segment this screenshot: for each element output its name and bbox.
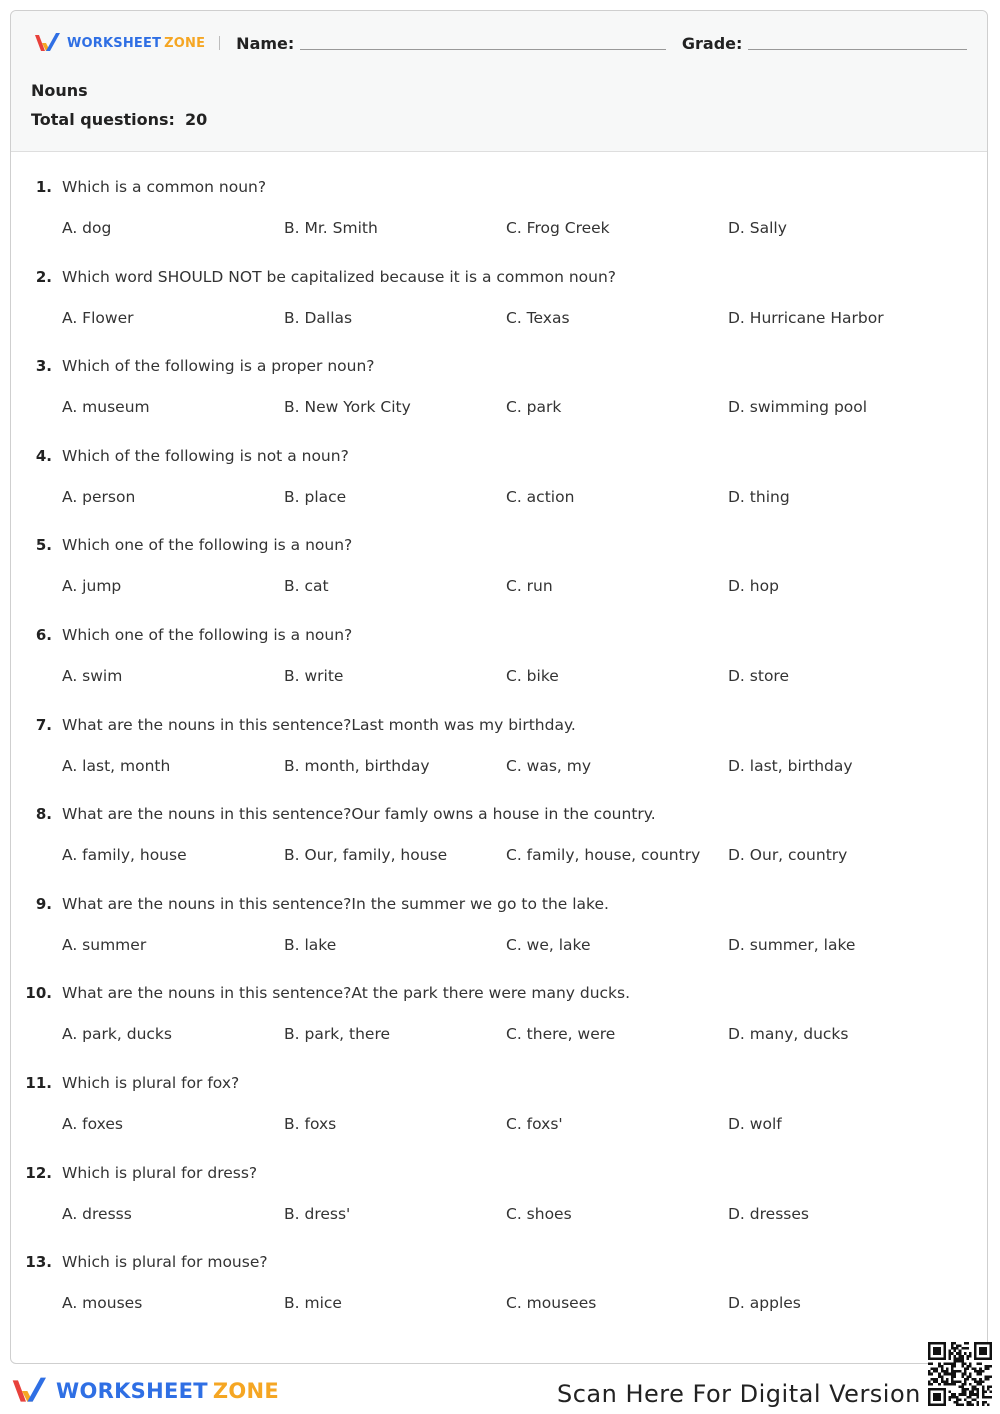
question-number: 2. bbox=[35, 267, 52, 286]
question-number: 7. bbox=[35, 715, 52, 734]
answer-option-d[interactable]: D. summer, lake bbox=[728, 935, 856, 954]
answer-option-a[interactable]: A. summer bbox=[62, 935, 147, 954]
answer-options bbox=[62, 936, 962, 958]
answer-option-d[interactable]: D. many, ducks bbox=[728, 1025, 849, 1044]
question-text: What are the nouns in this sentence?Last month was my birthday. bbox=[62, 715, 576, 734]
question-number: 1. bbox=[35, 178, 52, 196]
grade-input-line[interactable] bbox=[748, 49, 967, 50]
name-label: Name: bbox=[236, 33, 295, 53]
footer-brand-name: WORKSHEET ZONE bbox=[56, 1379, 280, 1403]
answer-option-b[interactable]: B. Our, family, house bbox=[284, 846, 448, 865]
question-number: 13. bbox=[25, 1253, 52, 1272]
question-item bbox=[11, 355, 989, 445]
question-number: 4. bbox=[35, 446, 52, 465]
question-text: Which is plural for fox? bbox=[62, 1073, 240, 1092]
name-input-line[interactable] bbox=[300, 49, 666, 50]
answer-options bbox=[62, 309, 962, 331]
answer-options bbox=[62, 1294, 962, 1316]
question-text: Which is plural for dress? bbox=[62, 1163, 258, 1182]
question-number: 6. bbox=[35, 625, 52, 644]
answer-option-b[interactable]: B. park, there bbox=[284, 1025, 391, 1044]
answer-option-a[interactable]: A. park, ducks bbox=[62, 1025, 172, 1044]
question-text: Which of the following is not a noun? bbox=[62, 446, 349, 465]
answer-option-c[interactable]: C. we, lake bbox=[506, 935, 591, 954]
worksheet-zone-logo-icon bbox=[33, 32, 63, 54]
question-item bbox=[11, 266, 989, 356]
question-text: Which is a common noun? bbox=[62, 178, 267, 196]
question-item bbox=[11, 445, 989, 535]
answer-option-c[interactable]: C. Texas bbox=[506, 308, 570, 327]
question-number: 11. bbox=[25, 1073, 52, 1092]
answer-option-c[interactable]: C. there, were bbox=[506, 1025, 616, 1044]
answer-option-b[interactable]: B. mice bbox=[284, 1294, 342, 1313]
answer-option-b[interactable]: B. month, birthday bbox=[284, 756, 430, 775]
answer-option-c[interactable]: C. shoes bbox=[506, 1204, 572, 1223]
worksheet-sheet bbox=[10, 10, 988, 1364]
question-item bbox=[11, 803, 989, 893]
header-separator bbox=[219, 36, 220, 50]
total-questions-label: Total questions: bbox=[31, 110, 175, 129]
answer-options bbox=[62, 1205, 962, 1227]
answer-option-a[interactable]: A. jump bbox=[62, 577, 122, 596]
answer-option-b[interactable]: B. cat bbox=[284, 577, 329, 596]
answer-option-d[interactable]: D. swimming pool bbox=[728, 398, 868, 417]
question-item bbox=[11, 534, 989, 624]
question-list bbox=[11, 176, 989, 1341]
answer-option-d[interactable]: D. last, birthday bbox=[728, 756, 853, 775]
question-item bbox=[11, 176, 989, 266]
answer-option-a[interactable]: A. person bbox=[62, 487, 136, 506]
answer-option-c[interactable]: C. foxs' bbox=[506, 1114, 563, 1133]
question-number: 12. bbox=[25, 1163, 52, 1182]
worksheet-zone-logo bbox=[33, 32, 205, 54]
answer-option-c[interactable]: C. bike bbox=[506, 666, 559, 685]
answer-option-b[interactable]: B. lake bbox=[284, 935, 337, 954]
answer-option-b[interactable]: B. Mr. Smith bbox=[284, 219, 378, 237]
question-item bbox=[11, 714, 989, 804]
answer-option-b[interactable]: B. foxs bbox=[284, 1114, 337, 1133]
answer-option-d[interactable]: D. hop bbox=[728, 577, 779, 596]
question-item bbox=[11, 1072, 989, 1162]
answer-option-c[interactable]: C. action bbox=[506, 487, 575, 506]
answer-option-a[interactable]: A. last, month bbox=[62, 756, 171, 775]
answer-option-d[interactable]: D. Sally bbox=[728, 219, 787, 237]
question-number: 9. bbox=[35, 894, 52, 913]
question-item bbox=[11, 1251, 989, 1341]
question-text: Which is plural for mouse? bbox=[62, 1253, 268, 1272]
answer-option-c[interactable]: C. park bbox=[506, 398, 562, 417]
answer-option-c[interactable]: C. Frog Creek bbox=[506, 219, 610, 237]
question-text: Which of the following is a proper noun? bbox=[62, 357, 375, 376]
answer-options bbox=[62, 1025, 962, 1047]
brand-name: WORKSHEET ZONE bbox=[67, 35, 206, 51]
answer-options bbox=[62, 846, 962, 868]
question-item bbox=[11, 893, 989, 983]
worksheet-title: Nouns bbox=[31, 81, 88, 100]
answer-options bbox=[62, 667, 962, 689]
question-item bbox=[11, 624, 989, 714]
answer-option-a[interactable]: A. family, house bbox=[62, 846, 187, 865]
grade-label: Grade: bbox=[681, 33, 743, 53]
question-text: Which word SHOULD NOT be capitalized because it is a common noun? bbox=[62, 267, 616, 286]
answer-option-c[interactable]: C. was, my bbox=[506, 756, 592, 775]
answer-option-d[interactable]: D. wolf bbox=[728, 1114, 782, 1133]
footer-logo-icon bbox=[10, 1376, 50, 1406]
question-item bbox=[11, 982, 989, 1072]
footer-logo bbox=[10, 1376, 279, 1406]
answer-options bbox=[62, 577, 962, 599]
question-number: 3. bbox=[35, 357, 52, 376]
answer-option-b[interactable]: B. Dallas bbox=[284, 308, 353, 327]
qr-code-icon[interactable] bbox=[928, 1342, 992, 1406]
header-top-row bbox=[33, 31, 967, 55]
answer-option-c[interactable]: C. family, house, country bbox=[506, 846, 701, 865]
answer-option-d[interactable]: D. dresses bbox=[728, 1204, 809, 1223]
question-number: 10. bbox=[25, 984, 52, 1003]
question-number: 8. bbox=[35, 805, 52, 824]
total-questions-value: 20 bbox=[184, 110, 208, 129]
answer-options bbox=[62, 488, 962, 510]
answer-option-c[interactable]: C. mousees bbox=[506, 1294, 597, 1313]
answer-option-d[interactable]: D. thing bbox=[728, 487, 790, 506]
answer-option-b[interactable]: B. New York City bbox=[284, 398, 411, 417]
answer-option-a[interactable]: A. mouses bbox=[62, 1294, 143, 1313]
answer-option-c[interactable]: C. run bbox=[506, 577, 553, 596]
question-item bbox=[11, 1162, 989, 1252]
question-number: 5. bbox=[35, 536, 52, 555]
answer-option-b[interactable]: B. dress' bbox=[284, 1204, 351, 1223]
worksheet-header bbox=[11, 11, 987, 152]
answer-option-b[interactable]: B. write bbox=[284, 666, 344, 685]
answer-option-a[interactable]: A. dog bbox=[62, 219, 112, 237]
question-text: Which one of the following is a noun? bbox=[62, 536, 353, 555]
scan-caption: Scan Here For Digital Version bbox=[557, 1380, 921, 1408]
answer-option-a[interactable]: A. swim bbox=[62, 666, 123, 685]
answer-option-a[interactable]: A. museum bbox=[62, 398, 150, 417]
answer-options bbox=[62, 1115, 962, 1137]
answer-option-a[interactable]: A. Flower bbox=[62, 308, 134, 327]
question-text: What are the nouns in this sentence?At the park there were many ducks. bbox=[62, 984, 631, 1003]
answer-options bbox=[62, 398, 962, 420]
answer-options bbox=[62, 757, 962, 779]
answer-option-a[interactable]: A. foxes bbox=[62, 1114, 123, 1133]
question-text: What are the nouns in this sentence?In the summer we go to the lake. bbox=[62, 894, 609, 913]
answer-option-d[interactable]: D. apples bbox=[728, 1294, 801, 1313]
question-text: Which one of the following is a noun? bbox=[62, 625, 353, 644]
answer-option-d[interactable]: D. Hurricane Harbor bbox=[728, 308, 884, 327]
answer-option-b[interactable]: B. place bbox=[284, 487, 347, 506]
answer-options bbox=[62, 219, 962, 241]
answer-option-d[interactable]: D. store bbox=[728, 666, 789, 685]
answer-option-d[interactable]: D. Our, country bbox=[728, 846, 848, 865]
question-text: What are the nouns in this sentence?Our famly owns a house in the country. bbox=[62, 805, 656, 824]
answer-option-a[interactable]: A. dresss bbox=[62, 1204, 132, 1223]
total-questions bbox=[31, 110, 207, 129]
